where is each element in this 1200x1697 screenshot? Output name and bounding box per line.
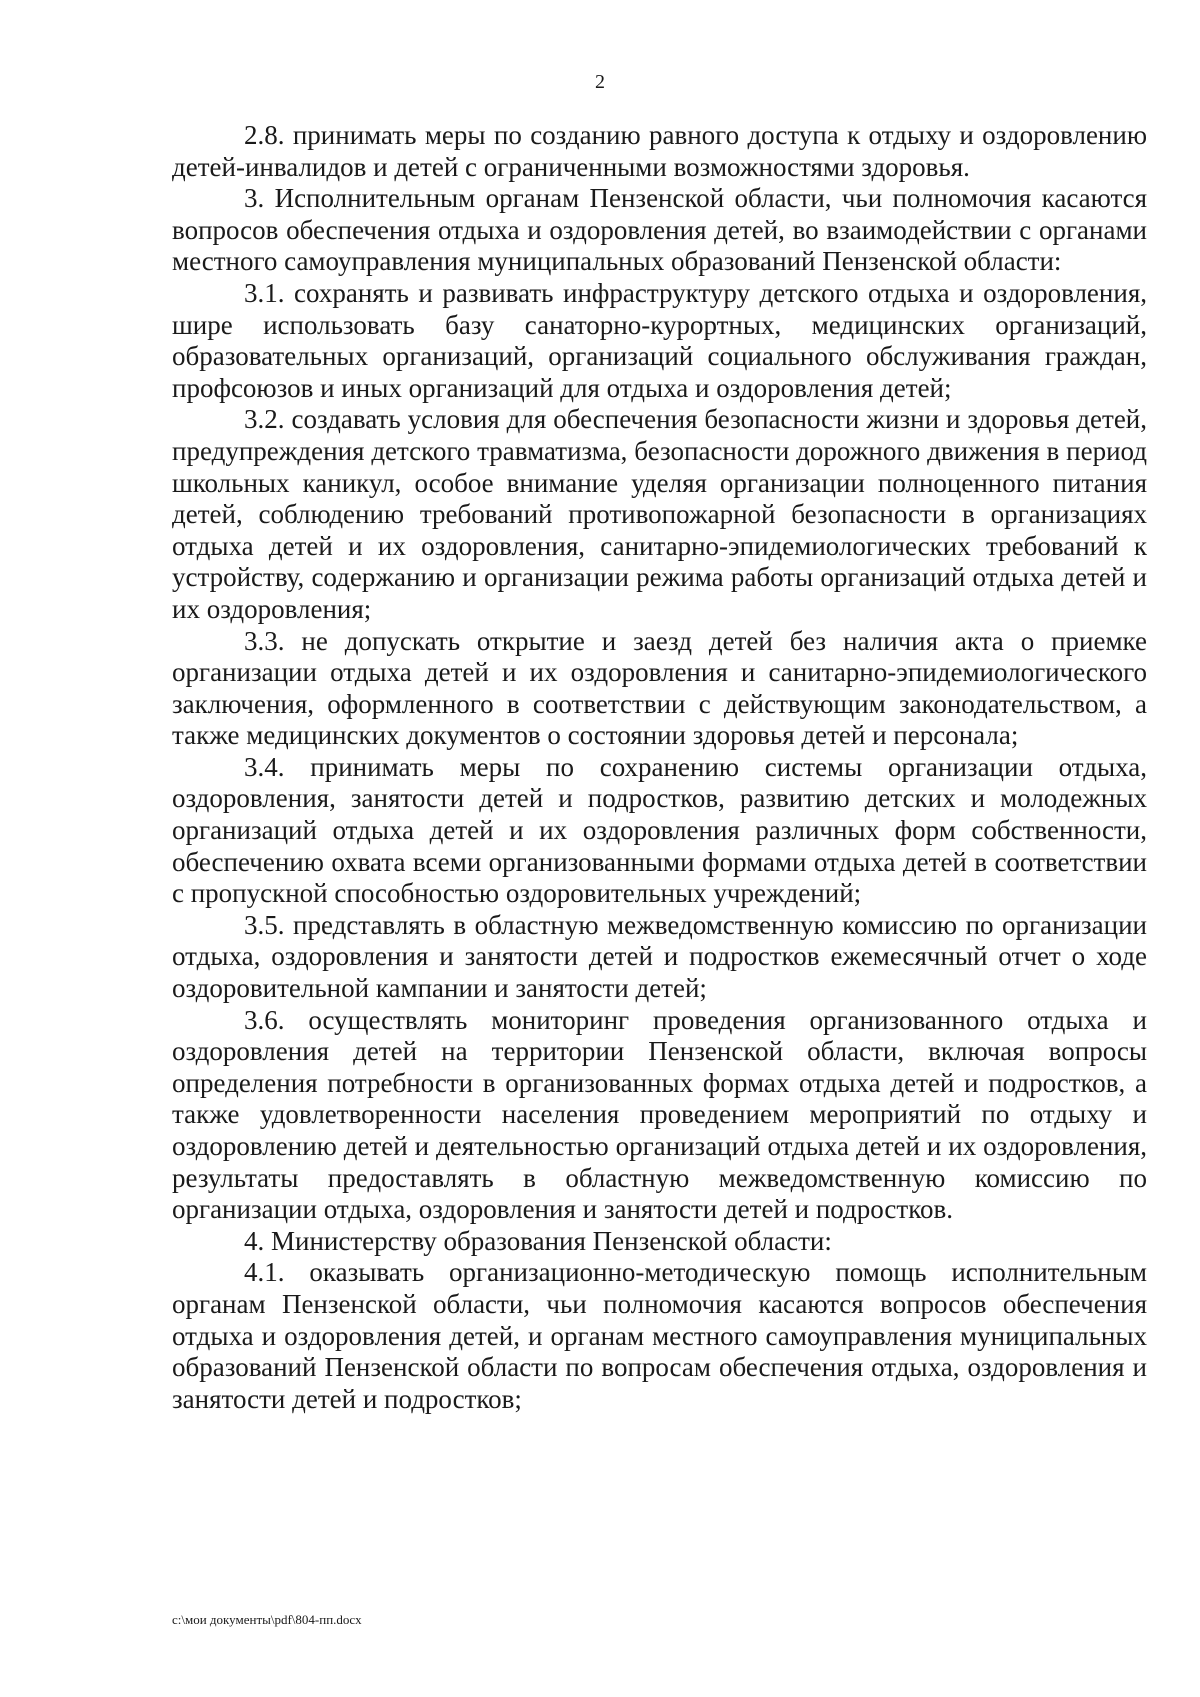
paragraph-3-6: 3.6. осуществлять мониторинг проведения организованного отдыха и оздоровления детей на территории Пензенской области, включая вопросы определения потребности в организованных формах отдыха детей и подростков, а также удовлетворенности населения проведением мероприятий по отдыху и оздоровлению детей и деятельностью организаций отдыха детей и их оздоровления, результаты предоставлять в областную межведомственную комиссию по организации отдыха, оздоровления и занятости детей и подростков. [172, 1004, 1147, 1225]
paragraph-3: 3. Исполнительным органам Пензенской области, чьи полномочия касаются вопросов обеспечения отдыха и оздоровления детей, во взаимодействии с органами местного самоуправления муниципальных образований Пензенской области: [172, 183, 1147, 277]
paragraph-2-8: 2.8. принимать меры по созданию равного доступа к отдыху и оздоровлению детей-инвалидов и детей с ограниченными возможностями здоровья. [172, 120, 1147, 182]
paragraph-3-2: 3.2. создавать условия для обеспечения безопасности жизни и здоровья детей, предупреждения детского травматизма, безопасности дорожного движения в период школьных каникул, особое внимание уделяя организации полноценного питания детей, соблюдению требований противопожарной безопасности в организациях отдыха детей и их оздоровления, санитарно-эпидемиологических требований к устройству, содержанию и организации режима работы организаций отдыха детей и их оздоровления; [172, 404, 1147, 624]
paragraph-3-3: 3.3. не допускать открытие и заезд детей без наличия акта о приемке организации отдыха детей и их оздоровления и санитарно-эпидемиологического заключения, оформленного в соответствии с действующим законодательством, а также медицинских документов о состоянии здоровья детей и персонала; [172, 625, 1147, 751]
paragraph-3-1: 3.1. сохранять и развивать инфраструктуру детского отдыха и оздоровления, шире использовать базу санаторно-курортных, медицинских организаций, образовательных организаций, организаций социального обслуживания граждан, профсоюзов и иных организаций для отдыха и оздоровления детей; [172, 277, 1147, 403]
paragraph-3-5: 3.5. представлять в областную межведомственную комиссию по организации отдыха, оздоровления и занятости детей и подростков ежемесячный отчет о ходе оздоровительной кампании и занятости детей; [172, 909, 1147, 1004]
paragraph-4-1: 4.1. оказывать организационно-методическую помощь исполнительным органам Пензенской области, чьи полномочия касаются вопросов обеспечения отдыха и оздоровления детей, и органам местного самоуправления муниципальных образований Пензенской области по вопросам обеспечения отдыха, оздоровления и занятости детей и подростков; [172, 1257, 1147, 1414]
paragraph-3-4: 3.4. принимать меры по сохранению системы организации отдыха, оздоровления, занятости детей и подростков, развитию детских и молодежных организаций отдыха детей и их оздоровления различных форм собственности, обеспечению охвата всеми организованными формами отдыха детей в соответствии с пропускной способностью оздоровительных учреждений; [172, 751, 1147, 909]
paragraph-4: 4. Министерству образования Пензенской области: [244, 1225, 832, 1256]
document-body [172, 120, 1147, 1415]
page-number: 2 [595, 71, 605, 93]
footer-file-path: c:\мои документы\pdf\804-пп.docx [172, 1612, 362, 1627]
